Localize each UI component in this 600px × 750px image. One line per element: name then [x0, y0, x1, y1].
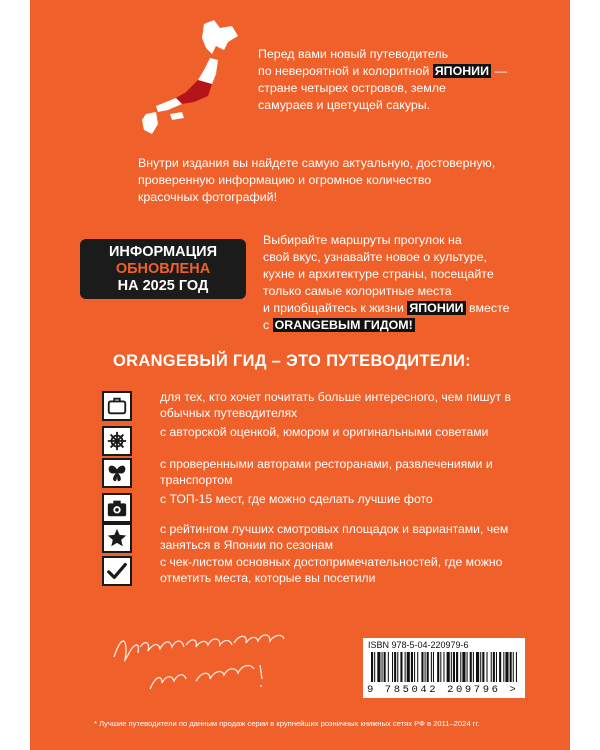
isbn-label: ISBN 978-5-04-220979-6: [368, 640, 469, 650]
camera-icon: [102, 493, 132, 523]
intro-paragraph: Перед вами новый путеводитель по невероятной и колоритной ЯПОНИИ — стране четырех островов, земле самураев и цветущей сакуры.: [258, 47, 507, 112]
feature-item: [102, 556, 542, 592]
feature-text: с авторской оценкой, юмором и оригинальными советами: [160, 425, 489, 439]
feature-text: с ТОП-15 мест, где можно сделать лучшие фото: [160, 492, 433, 506]
feature-item: [102, 458, 542, 494]
star-icon: [102, 523, 132, 553]
ean-digits: 9 785042 209796 >: [367, 684, 519, 696]
feature-text: с чек-листом основных достопримечательностей, где можно отметить места, которые вы посетили: [160, 555, 503, 585]
isbn-barcode: [363, 638, 525, 698]
country-highlight: ЯПОНИИ: [434, 64, 489, 78]
back-cover: [30, 0, 570, 750]
section-title: ORANGEВЫЙ ГИД – ЭТО ПУТЕВОДИТЕЛИ:: [113, 352, 471, 370]
inside-paragraph: Внутри издания вы найдете самую актуальную, достоверную, проверенную информацию и огромное количество красочных фотографий!: [138, 156, 496, 204]
japan-map-icon: [132, 18, 242, 138]
barcode-icon: [369, 652, 519, 682]
feature-text: для тех, кто хочет почитать больше интересного, чем пишут в обычных путеводителях: [160, 390, 511, 420]
butterfly-icon: [102, 458, 132, 488]
checkmark-icon: [102, 556, 132, 586]
routes-paragraph: Выбирайте маршруты прогулок на свой вкус, узнавайте новое о культуре, кухне и архитектуре страны, посещайте только самые колоритные места и приобщайтесь к жизни ЯПОНИИ вместе с ORANGEВЫМ ГИДОМ!: [263, 233, 510, 332]
feature-item: [102, 391, 542, 427]
guide-name-highlight: ORANGEВЫМ ГИДОМ!: [274, 318, 413, 332]
feature-text: с проверенными авторами ресторанами, развлечениями и транспортом: [160, 457, 493, 487]
updated-info-badge: ИНФОРМАЦИЯ ОБНОВЛЕНА НА 2025 ГОД: [80, 239, 246, 299]
ship-wheel-icon: [102, 426, 132, 456]
handwritten-signature: [110, 617, 330, 702]
country-highlight: ЯПОНИИ: [409, 301, 464, 315]
footnote: * Лучшие путеводители по данным продаж серии в крупнейших розничных книжных сетях РФ в 2011–2024 гг.: [94, 719, 480, 728]
suitcase-icon: [102, 391, 132, 421]
feature-text: с рейтингом лучших смотровых площадок и вариантами, чем заняться в Японии по сезонам: [160, 522, 509, 552]
